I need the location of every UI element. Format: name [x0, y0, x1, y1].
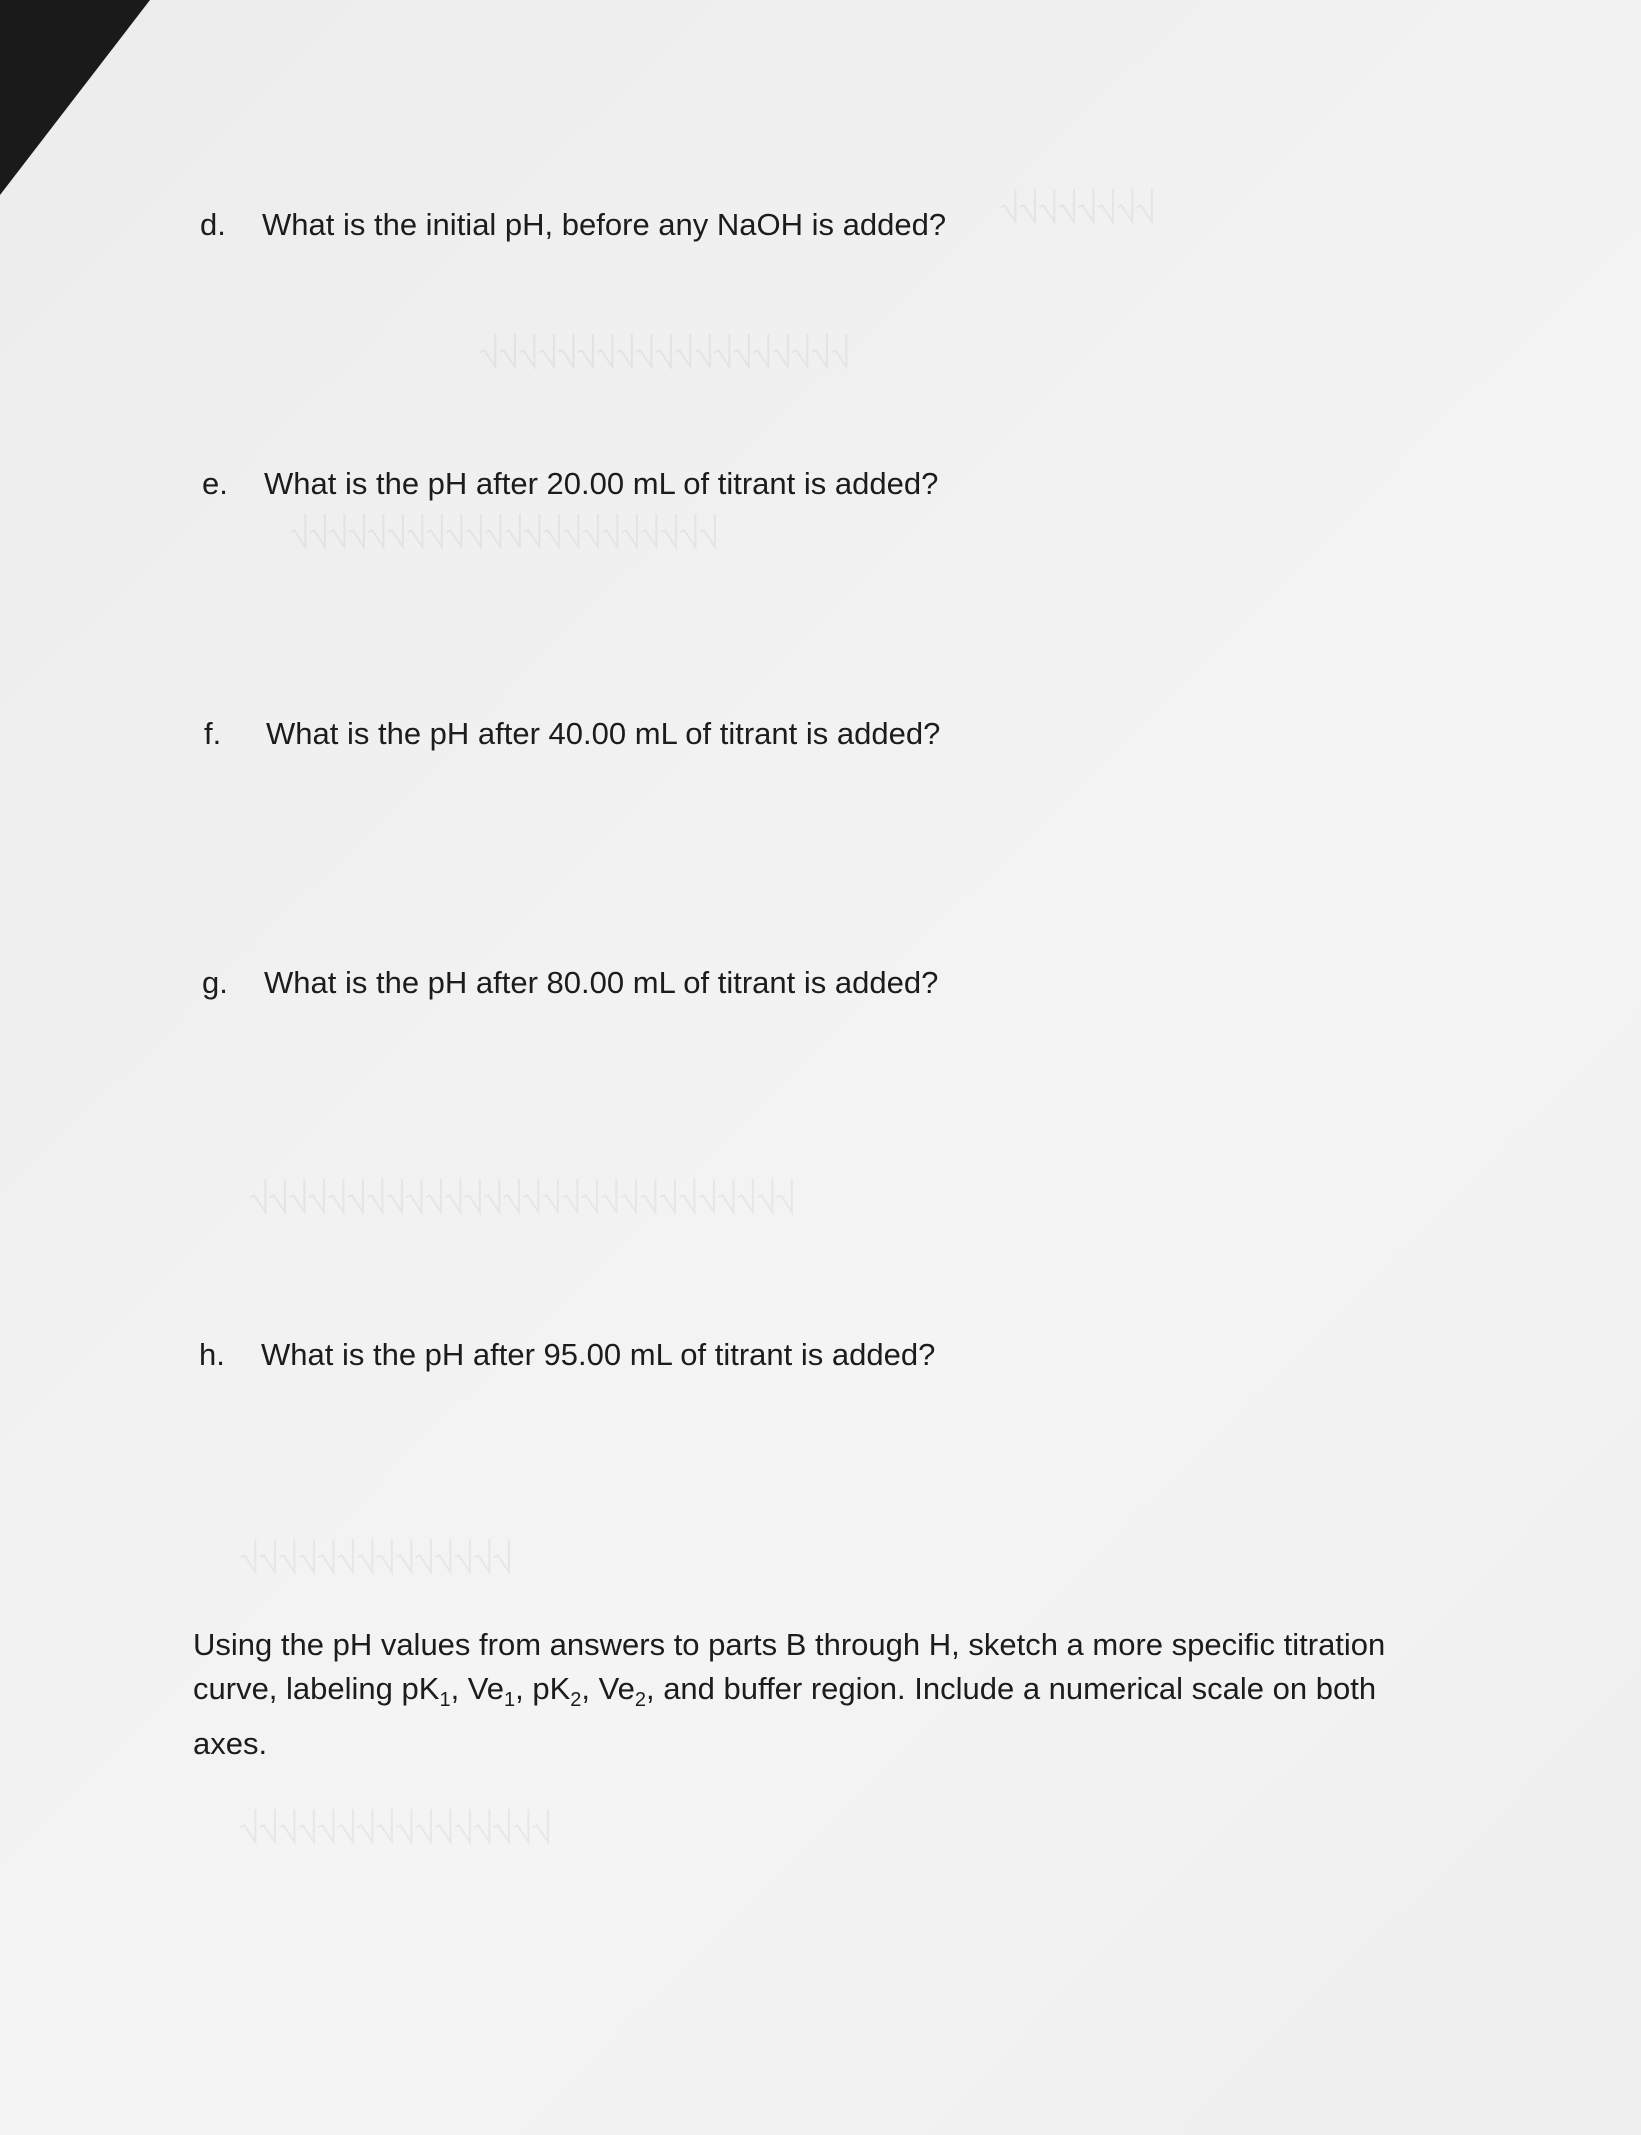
question-letter: g. — [202, 965, 228, 1000]
bleed-through-mark: ⎷⎷⎷⎷⎷⎷⎷⎷⎷⎷⎷⎷⎷⎷⎷⎷⎷⎷⎷ — [480, 335, 851, 368]
bleed-through-mark: ⎷⎷⎷⎷⎷⎷⎷⎷⎷⎷⎷⎷⎷⎷⎷⎷⎷⎷⎷⎷⎷⎷⎷⎷⎷⎷⎷⎷ — [250, 1180, 796, 1213]
question-text: What is the pH after 95.00 mL of titrant is added? — [261, 1337, 936, 1372]
question-letter: d. — [200, 207, 226, 242]
bleed-through-mark: ⎷⎷⎷⎷⎷⎷⎷⎷ — [1000, 190, 1156, 223]
bleed-through-mark: ⎷⎷⎷⎷⎷⎷⎷⎷⎷⎷⎷⎷⎷⎷ — [240, 1540, 513, 1573]
question-text: What is the pH after 40.00 mL of titrant is added? — [266, 716, 941, 751]
instruction-line-2: curve, labeling $pK_1$, $Ve_1$, $pK_2$, $Ve_2$, and buffer region. Include a numerical scale on both — [193, 1671, 1377, 1712]
question-letter: h. — [199, 1337, 225, 1372]
instruction-line-1: Using the pH values from answers to parts B through H, sketch a more specific titration — [193, 1627, 1386, 1662]
bleed-through-mark: ⎷⎷⎷⎷⎷⎷⎷⎷⎷⎷⎷⎷⎷⎷⎷⎷ — [240, 1810, 552, 1843]
question-letter: f. — [204, 716, 222, 751]
question-text: What is the pH after 20.00 mL of titrant is added? — [264, 466, 939, 501]
bleed-through-mark: ⎷⎷⎷⎷⎷⎷⎷⎷⎷⎷⎷⎷⎷⎷⎷⎷⎷⎷⎷⎷⎷⎷ — [290, 515, 719, 548]
sketch-instruction — [193, 1623, 1493, 1766]
question-text: What is the pH after 80.00 mL of titrant is added? — [264, 965, 939, 1000]
question-letter: e. — [202, 466, 228, 501]
question-text: What is the initial pH, before any NaOH is added? — [262, 207, 947, 242]
instruction-line-3: axes. — [193, 1726, 268, 1762]
